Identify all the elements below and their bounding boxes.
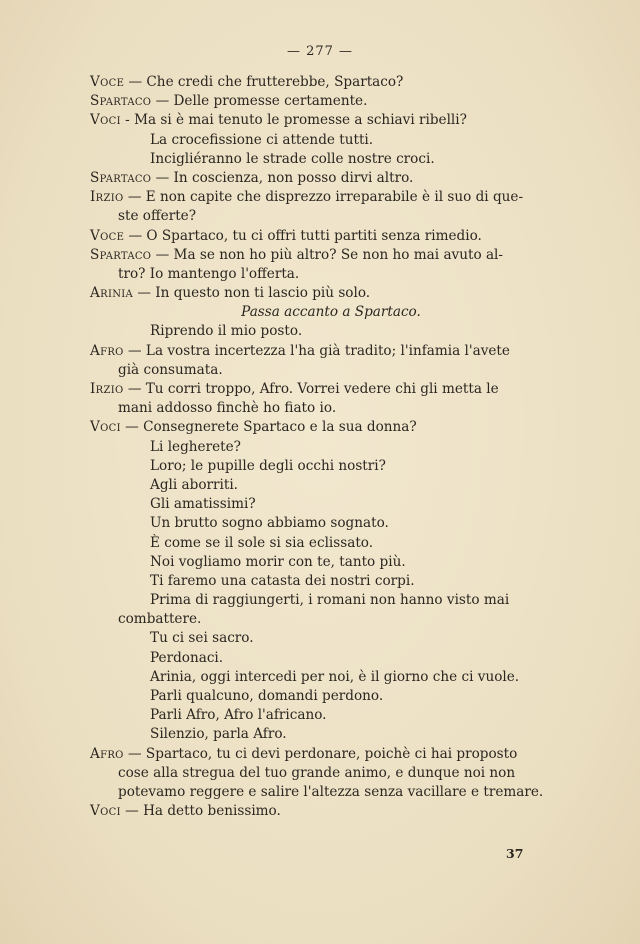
speaker-name: Afro — [90, 745, 124, 762]
chorus-line: Li legherete? — [150, 438, 241, 455]
speech-text: — Tu corri troppo, Afro. Vorrei vedere chi gli metta le — [123, 381, 499, 397]
speech-continuation: tro? Io mantengo l'offerta. — [118, 265, 300, 282]
speech-line — [90, 227, 532, 246]
speech-continuation: cose alla stregua del tuo grande animo, e dunque noi non — [118, 764, 516, 781]
speaker-name: Spartaco — [90, 246, 152, 263]
speaker-name: Voci — [90, 419, 121, 436]
speech-line — [90, 418, 532, 437]
speech-line — [90, 169, 532, 188]
chorus-line: Un brutto sogno abbiamo sognato. — [150, 515, 389, 532]
speech-line — [90, 188, 532, 207]
chorus-line: Arinia, oggi intercedi per noi, è il giorno che ci vuole. — [150, 668, 520, 685]
chorus-line: Gli amatissimi? — [150, 496, 256, 513]
speech-line — [90, 745, 532, 764]
speaker-name: Irzio — [90, 189, 124, 206]
speech-continuation: già consumata. — [118, 361, 223, 378]
chorus-line: Loro; le pupille degli occhi nostri? — [150, 457, 386, 474]
chorus-line: Silenzio, parla Afro. — [150, 726, 287, 743]
speech-line — [90, 342, 532, 361]
speech-text: — La vostra incertezza l'ha già tradito; l'infamia l'avete — [123, 342, 510, 359]
speaker-name: Afro — [90, 342, 124, 359]
speaker-name: Spartaco — [90, 93, 152, 110]
speaker-name: Voci — [90, 112, 121, 129]
chorus-line: Parli qualcuno, domandi perdono. — [150, 688, 384, 704]
page-number: — 277 — — [286, 44, 354, 59]
stage-direction: Passa accanto a Spartaco. — [241, 304, 421, 321]
chorus-line: Incigliéranno le strade colle nostre croci. — [150, 150, 435, 167]
speech-text: — Consegnerete Spartaco e la sua donna? — [120, 419, 417, 436]
speech-text: — Delle promesse certamente. — [151, 93, 368, 110]
speaker-name: Irzio — [90, 381, 124, 397]
speaker-name: Voci — [90, 803, 121, 820]
speech-line — [90, 284, 532, 303]
chorus-line: Noi vogliamo morir con te, tanto più. — [150, 553, 406, 570]
speaker-name: Voce — [90, 74, 125, 90]
speech-text: — In questo non ti lascio più solo. — [133, 285, 371, 302]
chorus-line: Riprendo il mio posto. — [150, 323, 303, 340]
dialogue-text — [90, 73, 544, 821]
chorus-continuation: combattere. — [118, 611, 202, 628]
chorus-line: Perdonaci. — [150, 649, 224, 666]
chorus-line: Agli aborriti. — [150, 476, 239, 493]
speech-continuation: mani addosso finchè ho fiato io. — [118, 400, 337, 417]
speech-continuation: ste offerte? — [118, 208, 196, 225]
speech-text: — E non capite che disprezzo irreparabile è il suo di que- — [123, 189, 524, 206]
speech-text: — O Spartaco, tu ci offri tutti partiti senza rimedio. — [124, 227, 482, 244]
speech-line — [90, 111, 532, 130]
speech-line — [90, 380, 532, 399]
chorus-line: Prima di raggiungerti, i romani non hanno visto mai — [150, 592, 510, 609]
speech-line — [90, 802, 532, 821]
speech-line — [90, 92, 532, 111]
speaker-name: Spartaco — [90, 169, 152, 186]
speech-text: - Ma si è mai tenuto le promesse a schiavi ribelli? — [120, 112, 467, 129]
speech-line — [90, 246, 532, 265]
speech-text: — In coscienza, non posso dirvi altro. — [151, 169, 414, 186]
speech-text: — Ma se non ho più altro? Se non ho mai avuto al- — [151, 246, 503, 263]
speech-line — [90, 73, 532, 92]
chorus-line: La crocefissione ci attende tutti. — [150, 131, 374, 148]
chorus-line: Parli Afro, Afro l'africano. — [150, 707, 327, 724]
speech-text: — Ha detto benissimo. — [120, 803, 281, 820]
speech-continuation: potevamo reggere e salire l'altezza senza vacillare e tremare. — [118, 783, 544, 800]
speaker-name: Arinia — [90, 285, 134, 302]
chorus-line: Ti faremo una catasta dei nostri corpi. — [150, 572, 415, 589]
speech-text: — Che credi che frutterebbe, Spartaco? — [124, 74, 404, 90]
chorus-line: È come se il sole si sia eclissato. — [150, 534, 374, 551]
speech-text: — Spartaco, tu ci devi perdonare, poichè ci hai proposto — [123, 745, 518, 762]
speaker-name: Voce — [90, 227, 125, 244]
chorus-line: Tu ci sei sacro. — [150, 630, 254, 647]
signature-mark: 37 — [506, 846, 524, 861]
